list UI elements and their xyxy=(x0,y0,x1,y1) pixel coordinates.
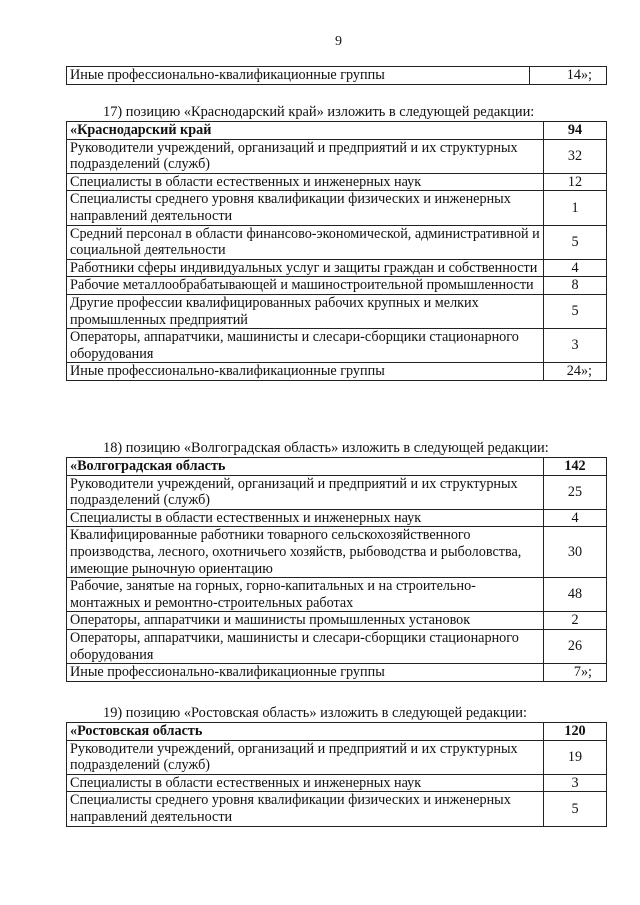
row-value: 19 xyxy=(544,740,607,774)
row-value: 5 xyxy=(544,294,607,328)
region-name: «Ростовская область xyxy=(67,723,544,741)
row-value: 24»; xyxy=(544,363,607,381)
table-row xyxy=(67,173,607,191)
row-value: 26 xyxy=(544,629,607,663)
table-row xyxy=(67,67,607,85)
krasnodar-table xyxy=(66,121,607,381)
rostov-table xyxy=(66,722,607,827)
row-label: Специалисты в области естественных и инженерных наук xyxy=(67,774,544,792)
row-label: Операторы, аппаратчики и машинисты промышленных установок xyxy=(67,612,544,630)
row-label: Рабочие металлообрабатывающей и машиностроительной промышленности xyxy=(67,277,544,295)
row-value: 2 xyxy=(544,612,607,630)
row-value: 7»; xyxy=(544,664,607,682)
table-row xyxy=(67,225,607,259)
row-value: 5 xyxy=(544,225,607,259)
region-total: 94 xyxy=(544,122,607,140)
table-row xyxy=(67,363,607,381)
section-intro-17: 17) позицию «Краснодарский край» изложить в следующей редакции: xyxy=(103,104,535,120)
region-total: 120 xyxy=(544,723,607,741)
table-row xyxy=(67,509,607,527)
row-value: 25 xyxy=(544,475,607,509)
table-row xyxy=(67,475,607,509)
row-label: Иные профессионально-квалификационные группы xyxy=(67,363,544,381)
table-header-row xyxy=(67,122,607,140)
table-row xyxy=(67,139,607,173)
row-value: 14»; xyxy=(530,67,607,85)
section-intro-18: 18) позицию «Волгоградская область» изложить в следующей редакции: xyxy=(103,440,549,456)
table-row xyxy=(67,664,607,682)
table-row xyxy=(67,578,607,612)
row-label: Иные профессионально-квалификационные группы xyxy=(67,664,544,682)
carryover-table xyxy=(66,66,607,85)
row-label: Рабочие, занятые на горных, горно-капитальных и на строительно-монтажных и ремонтно-строительных работах xyxy=(67,578,544,612)
table-row xyxy=(67,612,607,630)
region-name: «Краснодарский край xyxy=(67,122,544,140)
row-value: 30 xyxy=(544,527,607,578)
row-value: 48 xyxy=(544,578,607,612)
table-row xyxy=(67,294,607,328)
row-label: Операторы, аппаратчики, машинисты и слесари-сборщики стационарного оборудования xyxy=(67,629,544,663)
row-label: Специалисты среднего уровня квалификации физических и инженерных направлений деятельности xyxy=(67,191,544,225)
volgograd-table xyxy=(66,457,607,682)
section-intro-19: 19) позицию «Ростовская область» изложить в следующей редакции: xyxy=(103,705,528,721)
row-label: Специалисты в области естественных и инженерных наук xyxy=(67,509,544,527)
row-value: 32 xyxy=(544,139,607,173)
table-header-row xyxy=(67,723,607,741)
row-label: Специалисты в области естественных и инженерных наук xyxy=(67,173,544,191)
table-row xyxy=(67,329,607,363)
table-row xyxy=(67,629,607,663)
row-label: Другие профессии квалифицированных рабочих крупных и мелких промышленных предприятий xyxy=(67,294,544,328)
table-row xyxy=(67,740,607,774)
table-row xyxy=(67,774,607,792)
row-value: 8 xyxy=(544,277,607,295)
row-value: 5 xyxy=(544,792,607,826)
table-row xyxy=(67,792,607,826)
table-row xyxy=(67,527,607,578)
row-label: Операторы, аппаратчики, машинисты и слесари-сборщики стационарного оборудования xyxy=(67,329,544,363)
row-label: Руководители учреждений, организаций и предприятий и их структурных подразделений (служб) xyxy=(67,139,544,173)
row-label: Руководители учреждений, организаций и предприятий и их структурных подразделений (служб) xyxy=(67,475,544,509)
row-label: Квалифицированные работники товарного сельскохозяйственного производства, лесного, охотничьего хозяйств, рыбоводства и рыболовства, имеющие рыночную ориентацию xyxy=(67,527,544,578)
row-value: 3 xyxy=(544,774,607,792)
row-label: Иные профессионально-квалификационные группы xyxy=(67,67,530,85)
row-value: 3 xyxy=(544,329,607,363)
table-row xyxy=(67,191,607,225)
row-label: Специалисты среднего уровня квалификации физических и инженерных направлений деятельности xyxy=(67,792,544,826)
row-label: Руководители учреждений, организаций и предприятий и их структурных подразделений (служб) xyxy=(67,740,544,774)
region-total: 142 xyxy=(544,458,607,476)
page-number: 9 xyxy=(335,34,342,49)
table-row xyxy=(67,259,607,277)
row-value: 1 xyxy=(544,191,607,225)
row-label: Работники сферы индивидуальных услуг и защиты граждан и собственности xyxy=(67,259,544,277)
row-value: 4 xyxy=(544,509,607,527)
table-row xyxy=(67,277,607,295)
table-header-row xyxy=(67,458,607,476)
row-value: 4 xyxy=(544,259,607,277)
row-label: Средний персонал в области финансово-экономической, административной и социальной деятельности xyxy=(67,225,544,259)
row-value: 12 xyxy=(544,173,607,191)
region-name: «Волгоградская область xyxy=(67,458,544,476)
